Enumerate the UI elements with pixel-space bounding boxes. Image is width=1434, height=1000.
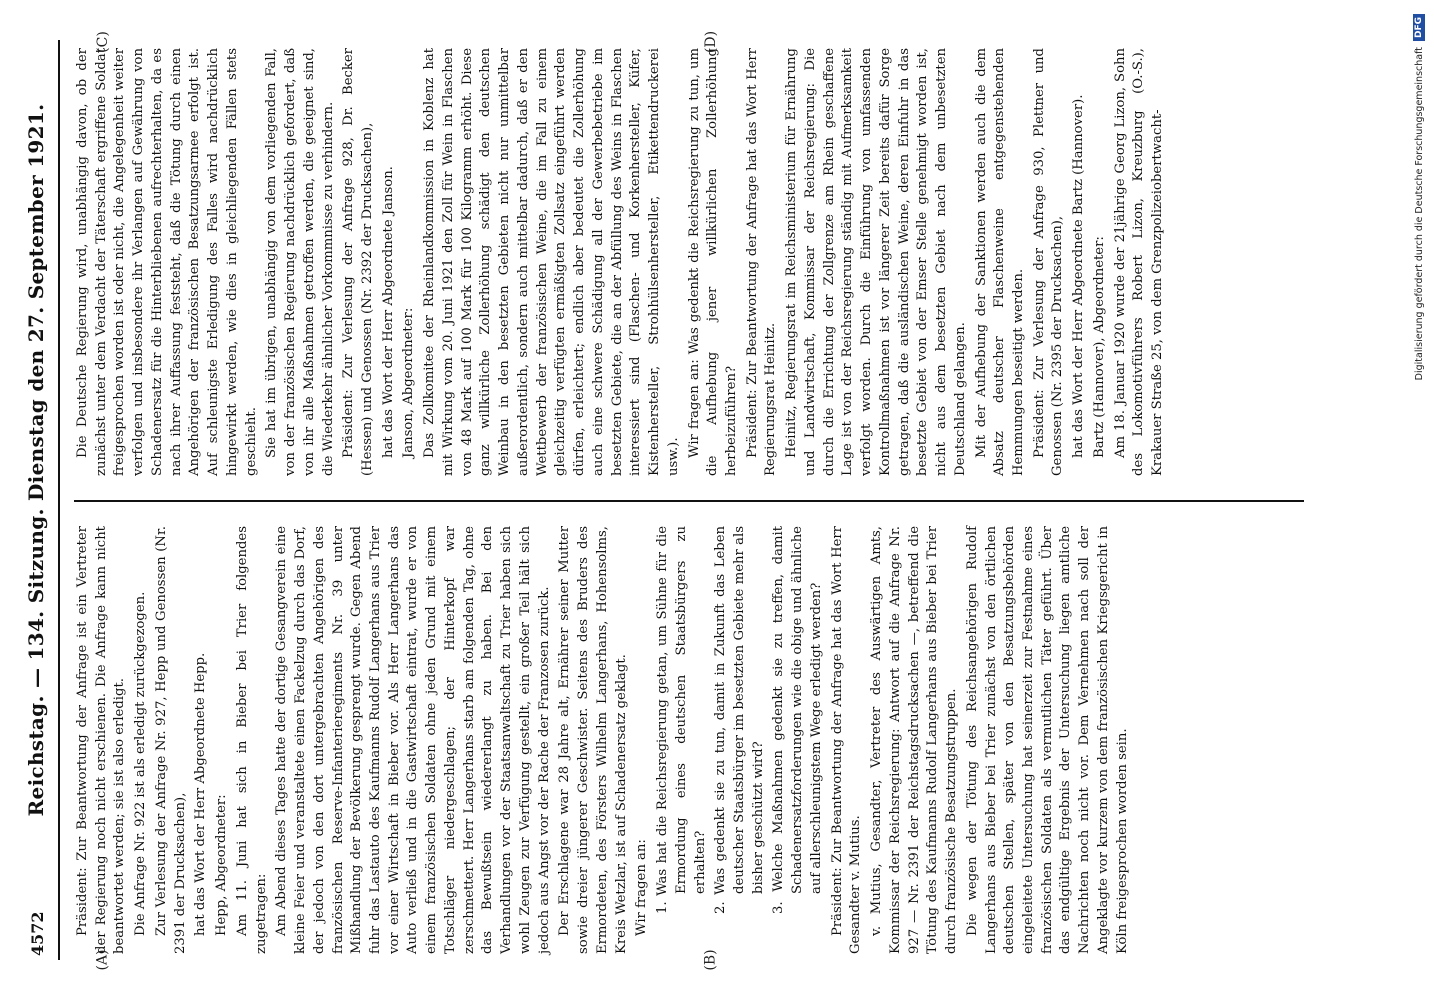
left-paragraph: Die wegen der Tötung des Reichsangehörigen Rudolf Langerhans aus Bieber bei Trier zunächst von den örtlichen deutschen Stellen, später von den Besatzungsbehörden eingeleitete Untersuchung hat seinerzeit zur Festnahme eines französischen Soldaten als vermutlichen Täter geführt. Über das endgültige Ergebnis der Untersuchung liegen amtliche Nachrichten noch nicht vor. Dem Vernehmen nach soll der Angeklagte vor kurzem von dem französischen Kriegsgericht in Köln freigesprochen worden sein. — [964, 526, 1130, 954]
margin-marker-c: (C) — [94, 31, 111, 53]
left-paragraph: 2. Was gedenkt sie zu tun, damit in Zukunft das Leben deutscher Staatsbürger im besetzten Gebiete mehr als bisher geschützt wird? — [713, 526, 766, 914]
left-paragraph: 3. Welche Maßnahmen gedenkt sie zu treffen, damit Schadenersatzforderungen wie die obige und ähnliche auf allerschleunigstem Wege erledigt werden? — [771, 526, 824, 914]
left-paragraph: hat das Wort der Herr Abgeordnete Hepp. — [193, 652, 209, 936]
left-paragraph: Präsident: Zur Beantwortung der Anfrage ist ein Vertreter der Regierung noch nicht erschienen. Die Anfrage kann nicht beantwortet werden; sie ist also erledigt. — [75, 526, 128, 954]
right-paragraph: Das Zollkomitee der Rheinlandkommission in Koblenz hat mit Wirkung vom 20. Juni 1921 den Zoll für Wein in Flaschen von 48 Mark auf 100 Mark für 100 Kilogramm erhöht. Diese ganz willkürliche Zollerhöhung schädigt den deutschen Weinbau in den besetzten Gebieten nicht nur unmittelbar außerordentlich, sondern auch mittelbar dadurch, daß er den Wettbewerb der französischen Weine, die im Fall zu einem gleichzeitig verfügten ermäßigten Zollsatz eingeführt werden dürfen, erleichtert; endlich aber bedeutet die Zollerhöhung auch eine schwere Schädigung all der Gewerbebetriebe im besetzten Gebiete, die an der Abfüllung des Weins in Flaschen interessiert sind (Flaschen- und Korkenhersteller, Küfer, Kistenhersteller, Strohhülsenhersteller, Etikettendruckerei usw.). — [422, 48, 681, 476]
left-paragraph: Zur Verlesung der Anfrage Nr. 927, Hepp und Genossen (Nr. 2391 der Drucksachen), — [153, 526, 188, 954]
right-paragraph: hat das Wort der Herr Abgeordnete Janson. — [380, 166, 396, 458]
right-column — [74, 42, 1304, 482]
right-paragraph: Mit der Aufhebung der Sanktionen werden auch die dem Absatz deutscher Flaschenweine entgegenstehenden Hemmungen beseitigt werden. — [973, 48, 1026, 476]
left-paragraph: Präsident: Zur Beantwortung der Anfrage hat das Wort Herr Gesandter v. Mutius. — [829, 526, 864, 954]
left-paragraph: Am Abend dieses Tages hatte der dortige Gesangverein eine kleine Feier und veranstaltete einen Fackelzug durch das Dorf, der jedoch von den dort untergebrachten Angehörigen des französischen Reserve-Infanterieregiments Nr. 39 unter Mißhandlung der Bevölkerung gesprengt wurde. Gegen Abend fuhr das Lastauto des Kaufmanns Rudolf Langerhans aus Trier vor einer Wirtschaft in Bieber vor. Als Herr Langerhans das Auto verließ und in die Gastwirtschaft eintrat, wurde er von einem französischen Soldaten ohne jeden Grund mit einem Totschläger niedergeschlagen; der Hinterkopf war zerschmettert. Herr Langerhans starb am folgenden Tag, ohne das Bewußtsein wiedererlangt zu haben. Bei den Verhandlungen vor der Staatsanwaltschaft zu Trier haben sich wohl Zeugen zur Verfügung gestellt, ein großer Teil hält sich jedoch aus Angst vor der Rache der Franzosen zurück. — [274, 526, 552, 954]
credit-text: Digitalisierung gefördert durch die Deutsche Forschungsgemeinschaft — [1413, 47, 1425, 381]
right-paragraph: Präsident: Zur Verlesung der Anfrage 930, Plettner und Genossen (Nr. 2395 der Drucksachen), — [1031, 48, 1066, 476]
page-title: Reichstag. — 134. Sitzung. Dienstag den 27. September 1921. — [24, 103, 48, 817]
left-column — [74, 520, 1304, 960]
margin-marker-a: (A) — [94, 949, 111, 971]
left-paragraph: Hepp, Abgeordneter: — [214, 794, 230, 936]
left-paragraph: Die Anfrage Nr. 922 ist als erledigt zurückgezogen. — [133, 591, 149, 936]
left-paragraph: 1. Was hat die Reichsregierung getan, um Sühne für die Ermordung eines deutschen Staatsbürgers zu erhalten? — [655, 526, 708, 914]
running-header — [18, 40, 60, 960]
right-paragraph: Präsident: Zur Beantwortung der Anfrage hat das Wort Herr Regierungsrat Heinitz. — [744, 48, 779, 476]
right-paragraph: Bartz (Hannover), Abgeordneter: — [1091, 236, 1107, 458]
column-divider — [74, 500, 1304, 502]
right-paragraph: Heinitz, Regierungsrat im Reichsministerium für Ernährung und Landwirtschaft, Kommissar der Reichsregierung: Die durch die Errichtung der Zollgrenze am Rhein geschaffene Lage ist von der Reichsregierung ständig mit Aufmerksamkeit verfolgt worden. Durch die Einführung von umfassenden Kontrollmaßnahmen ist vor längerer Zeit bereits dafür Sorge getragen, daß die ausländischen Weine, deren Einfuhr in das besetzte Gebiet von der Emser Stelle genehmigt worden ist, nicht aus dem besetzten Gebiet nach dem unbesetzten Deutschland gelangen. — [784, 48, 968, 476]
text-columns — [74, 40, 1304, 960]
left-paragraph: v. Mutius, Gesandter, Vertreter des Auswärtigen Amts, Kommissar der Reichsregierung: Antwort auf die Anfrage Nr. 927 — Nr. 2391 der Reichstagsdrucksachen —, betreffend die Tötung des Kaufmanns Rudolf Langerhans aus Bieber bei Trier durch französische Besatzungstruppen. — [869, 526, 960, 954]
margin-marker-d: (D) — [703, 30, 720, 54]
right-paragraph: hat das Wort der Herr Abgeordnete Bartz (Hannover). — [1071, 94, 1087, 458]
margin-marker-b: (B) — [702, 949, 719, 971]
left-paragraph: Wir fragen an: — [634, 839, 650, 936]
left-paragraph: Am 11. Juni hat sich in Bieber bei Trier folgendes zugetragen: — [234, 526, 269, 954]
right-paragraph: Am 18. Januar 1920 wurde der 21jährige Georg Lizon, Sohn des Lokomotivführers Robert Lizon, Kreuzburg (O.-S.), Krakauer Straße 25, von dem Grenzpolizeiobertwacht- — [1112, 48, 1166, 476]
right-paragraph: Die Deutsche Regierung wird, unabhängig davon, ob der zunächst unter dem Verdacht der Täterschaft ergriffene Soldat freigesprochen worden ist oder nicht, die Angelegenheit weiter verfolgen und insbesondere ihr Verlangen auf Gewährung von Schadenersatz für die Hinterbliebenen aufrechterhalten, da es nach ihrer Auffassung feststeht, daß die Tötung durch einen Angehörigen der französischen Besatzungsarmee erfolgt ist. Auf schleunigste Erledigung des Falles wird nachdrücklich hingewirkt werden, wie dies in gleichliegenden Fällen stets geschieht. — [75, 48, 259, 476]
dfg-logo: DFG — [1413, 14, 1425, 41]
left-paragraph: Der Erschlagene war 28 Jahre alt, Ernährer seiner Mutter sowie dreier jüngerer Geschwister. Seitens des Bruders des Ermordeten, des Försters Wilhelm Langerhans, Hohensolms, Kreis Wetzlar, ist auf Schadenersatz geklagt. — [557, 526, 629, 954]
right-paragraph: Präsident: Zur Verlesung der Anfrage 928, Dr. Becker (Hessen) und Genossen (Nr. 2392 der Drucksachen), — [341, 48, 376, 476]
page-number: 4572 — [28, 911, 47, 956]
right-paragraph: Sie hat im übrigen, unabhängig von dem vorliegenden Fall, von der französischen Regierung nachdrücklich gefordert, daß von ihr alle Maßnahmen getroffen werden, die geeignet sind, die Wiederkehr ähnlicher Vorkommnisse zu verhindern. — [264, 48, 336, 476]
right-paragraph: Wir fragen an: Was gedenkt die Reichsregierung zu tun, um die Aufhebung jener willkürlichen Zollerhöhung herbeizuführen? — [686, 48, 739, 476]
digitization-credit — [1410, 14, 1428, 986]
right-paragraph: Janson, Abgeordneter: — [401, 307, 417, 458]
